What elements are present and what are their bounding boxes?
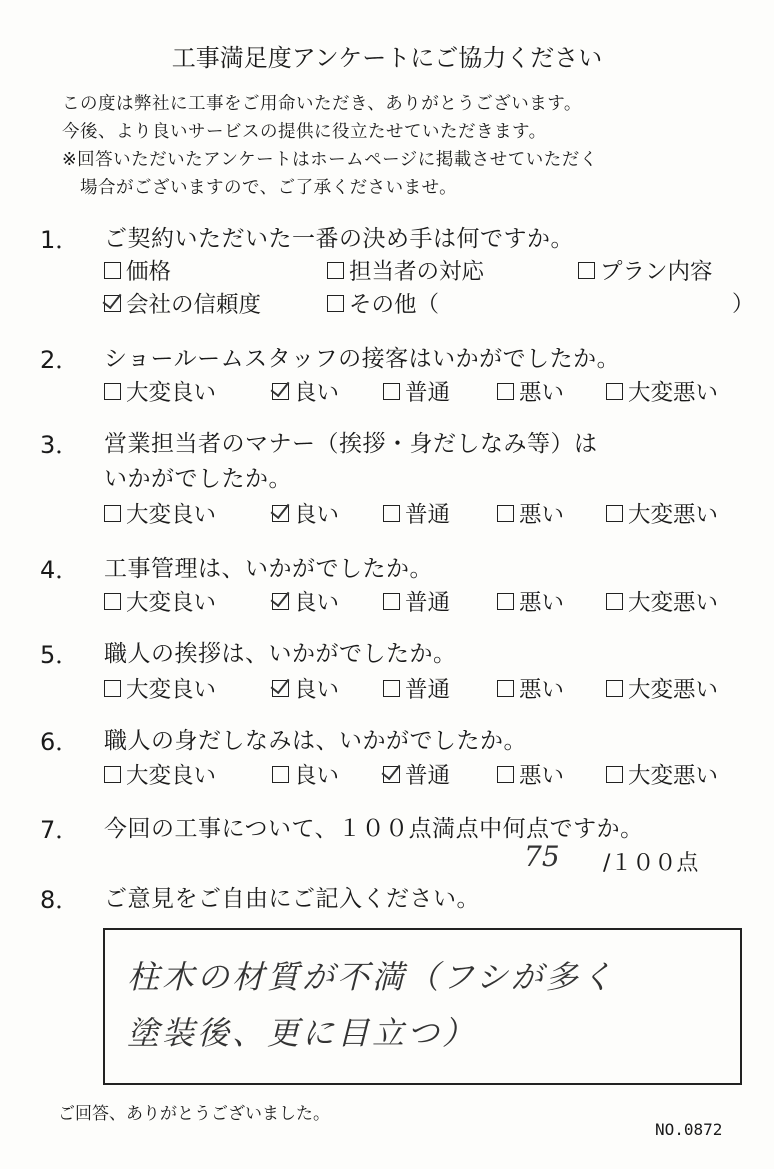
- q6-text: 職人の身だしなみは、いかがでしたか。: [104, 728, 527, 754]
- intro-line-2: 今後、より良いサービスの提供に役立たせていただきます。: [62, 122, 547, 142]
- q5-text: 職人の挨拶は、いかがでしたか。: [104, 641, 457, 667]
- q1-option-staff[interactable]: 担当者の対応: [327, 254, 484, 286]
- intro-line-1: この度は弊社に工事をご用命いただき、ありがとうございます。: [62, 94, 582, 114]
- checkbox-icon: [497, 680, 514, 697]
- q8-text: ご意見をご自由にご記入ください。: [104, 886, 480, 912]
- q1-option-other[interactable]: その他（: [327, 287, 439, 319]
- q3-text: 営業担当者のマナー（挨拶・身だしなみ等）は: [104, 431, 598, 457]
- q3-option-bad[interactable]: 悪い: [497, 497, 564, 529]
- q2-option-bad[interactable]: 悪い: [497, 375, 564, 407]
- q2-number: 2．: [40, 346, 80, 374]
- q4-option-bad[interactable]: 悪い: [497, 585, 564, 617]
- q1-option-trust[interactable]: 会社の信頼度: [104, 287, 261, 319]
- checkbox-checked-icon: [272, 680, 289, 697]
- checkbox-icon: [104, 505, 121, 522]
- checkbox-icon: [327, 295, 344, 312]
- q4-option-average[interactable]: 普通: [383, 585, 450, 617]
- checkbox-icon: [104, 680, 121, 697]
- q3-text-2: いかがでしたか。: [104, 466, 292, 492]
- comment-box[interactable]: [103, 928, 742, 1085]
- q1-other-close: ）: [732, 292, 755, 317]
- checkbox-icon: [383, 383, 400, 400]
- q6-number: 6．: [40, 728, 80, 756]
- checkbox-icon: [104, 383, 121, 400]
- q5-number: 5．: [40, 641, 80, 669]
- q7-text: 今回の工事について、１００点満点中何点ですか。: [104, 816, 644, 842]
- checkbox-icon: [327, 262, 344, 279]
- q3-option-good[interactable]: 良い: [272, 497, 339, 529]
- q6-option-bad[interactable]: 悪い: [497, 758, 564, 790]
- checkbox-icon: [104, 262, 121, 279]
- q5-option-very-bad[interactable]: 大変悪い: [606, 672, 718, 704]
- checkbox-icon: [497, 766, 514, 783]
- q6-option-very-bad[interactable]: 大変悪い: [606, 758, 718, 790]
- checkbox-icon: [497, 593, 514, 610]
- checkbox-checked-icon: [104, 295, 121, 312]
- checkbox-checked-icon: [383, 766, 400, 783]
- checkbox-icon: [383, 505, 400, 522]
- checkbox-checked-icon: [272, 383, 289, 400]
- checkbox-icon: [606, 505, 623, 522]
- checkbox-checked-icon: [272, 505, 289, 522]
- q6-option-very-good[interactable]: 大変良い: [104, 758, 216, 790]
- q4-number: 4．: [40, 556, 80, 584]
- checkbox-checked-icon: [272, 593, 289, 610]
- q8-number: 8．: [40, 886, 80, 914]
- q3-option-average[interactable]: 普通: [383, 497, 450, 529]
- checkbox-icon: [497, 383, 514, 400]
- checkbox-icon: [383, 593, 400, 610]
- intro-line-3: ※回答いただいたアンケートはホームページに掲載させていただく: [62, 150, 598, 170]
- q2-option-average[interactable]: 普通: [383, 375, 450, 407]
- checkbox-icon: [272, 766, 289, 783]
- checkbox-icon: [497, 505, 514, 522]
- checkbox-icon: [104, 766, 121, 783]
- checkbox-icon: [606, 680, 623, 697]
- serial-number: NO.0872: [655, 1120, 723, 1139]
- q7-score-handwritten[interactable]: 75: [524, 840, 560, 873]
- q1-text: ご契約いただいた一番の決め手は何ですか。: [104, 226, 574, 252]
- q5-option-bad[interactable]: 悪い: [497, 672, 564, 704]
- q1-option-price[interactable]: 価格: [104, 254, 171, 286]
- checkbox-icon: [606, 593, 623, 610]
- q2-text: ショールームスタッフの接客はいかがでしたか。: [104, 346, 621, 372]
- q5-option-average[interactable]: 普通: [383, 672, 450, 704]
- checkbox-icon: [606, 766, 623, 783]
- comment-line-1: 柱木の材質が不満（フシが多く: [127, 958, 616, 996]
- checkbox-icon: [578, 262, 595, 279]
- footer-thanks: ご回答、ありがとうございました。: [58, 1104, 330, 1124]
- q4-option-very-good[interactable]: 大変良い: [104, 585, 216, 617]
- q4-option-very-bad[interactable]: 大変悪い: [606, 585, 718, 617]
- checkbox-icon: [104, 593, 121, 610]
- q1-number: 1．: [40, 226, 80, 254]
- survey-title: 工事満足度アンケートにご協力ください: [171, 44, 603, 72]
- q1-option-plan[interactable]: プラン内容: [578, 254, 713, 286]
- q4-text: 工事管理は、いかがでしたか。: [104, 556, 433, 582]
- q2-option-very-good[interactable]: 大変良い: [104, 375, 216, 407]
- q4-option-good[interactable]: 良い: [272, 585, 339, 617]
- checkbox-icon: [383, 680, 400, 697]
- q7-number: 7．: [40, 816, 80, 844]
- q6-option-average[interactable]: 普通: [383, 758, 450, 790]
- checkbox-icon: [606, 383, 623, 400]
- q3-option-very-good[interactable]: 大変良い: [104, 497, 216, 529]
- q3-number: 3．: [40, 431, 80, 459]
- q2-option-good[interactable]: 良い: [272, 375, 339, 407]
- q5-option-good[interactable]: 良い: [272, 672, 339, 704]
- comment-line-2: 塗装後、更に目立つ）: [127, 1014, 478, 1052]
- q5-option-very-good[interactable]: 大変良い: [104, 672, 216, 704]
- intro-line-4: 場合がございますので、ご了承くださいませ。: [62, 178, 458, 198]
- q6-option-good[interactable]: 良い: [272, 758, 339, 790]
- q3-option-very-bad[interactable]: 大変悪い: [606, 497, 718, 529]
- q2-option-very-bad[interactable]: 大変悪い: [606, 375, 718, 407]
- q7-score-suffix: /１００点: [603, 851, 699, 876]
